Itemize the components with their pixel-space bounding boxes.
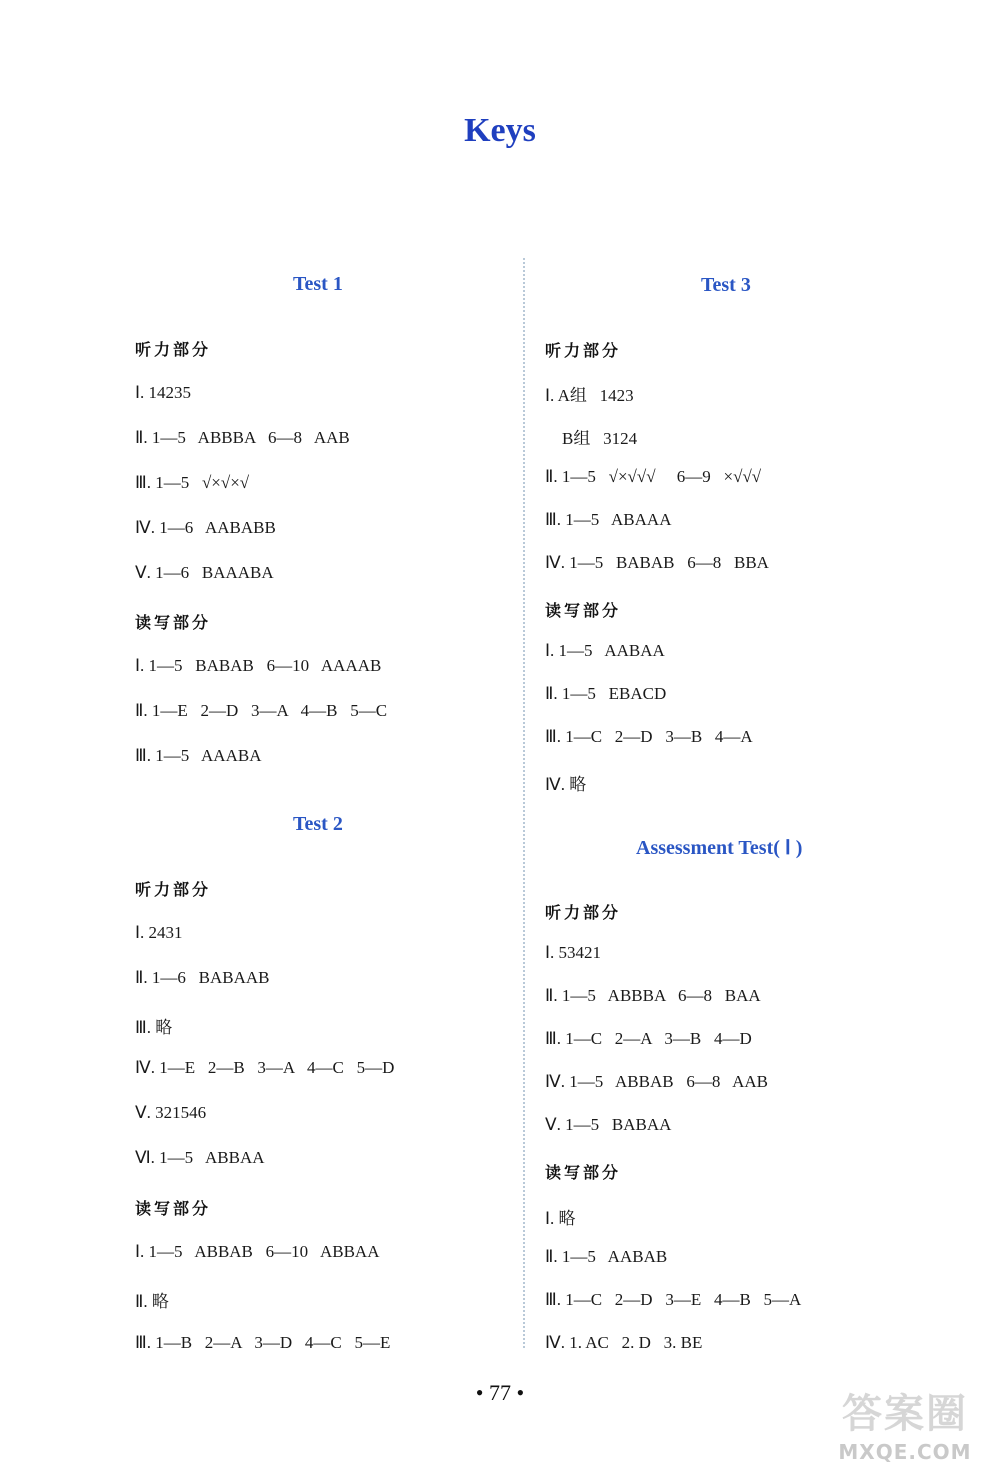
answer-line: Ⅱ. 1—6 BABAAB [135,968,270,987]
answer-line: Ⅱ. 1—5 ABBBA 6—8 BAA [545,986,761,1005]
assessment-rw-label: 读写部分 [545,1163,622,1182]
answer-line: Ⅰ. 1—5 ABBAB 6—10 ABBAA [135,1242,380,1261]
answer-line: Ⅱ. 略 [135,1292,169,1311]
watermark-url: MXQE.COM [838,1440,972,1464]
test3-rw-label: 读写部分 [545,601,622,620]
column-divider [523,258,525,1348]
answer-line: Ⅳ. 1—6 AABABB [135,518,276,537]
answer-line: Ⅲ. 1—C 2—A 3—B 4—D [545,1029,752,1048]
test2-listening-label: 听力部分 [135,880,212,899]
answer-line: Ⅳ. 略 [545,775,587,794]
answer-line: Ⅰ. A组 1423 [545,386,634,405]
answer-line: Ⅲ. 1—5 ABAAA [545,510,672,529]
answer-line: Ⅴ. 321546 [135,1103,207,1122]
assessment-heading: Assessment Test( Ⅰ ) [636,837,803,859]
answer-line: Ⅴ. 1—6 BAAABA [135,563,274,582]
watermark-logo [820,1382,990,1472]
answer-line: Ⅳ. 1—5 BABAB 6—8 BBA [545,553,769,572]
test3-listening-label: 听力部分 [545,341,622,360]
answer-line: Ⅲ. 略 [135,1018,173,1037]
answer-line: Ⅳ. 1—E 2—B 3—A 4—C 5—D [135,1058,395,1077]
answer-line: Ⅱ. 1—5 √×√√√ 6—9 ×√√√ [545,467,762,486]
answer-line: Ⅲ. 1—C 2—D 3—B 4—A [545,727,753,746]
answer-line: Ⅰ. 14235 [135,383,192,402]
assessment-listening-label: 听力部分 [545,903,622,922]
answer-line: Ⅲ. 1—C 2—D 3—E 4—B 5—A [545,1290,802,1309]
answer-line: Ⅰ. 略 [545,1209,576,1228]
answer-line: B组 3124 [545,429,638,448]
test1-listening-label: 听力部分 [135,340,212,359]
page-number: • 77 • [475,1380,525,1405]
watermark-cn: 答案圈 [842,1391,968,1437]
test1-rw-label: 读写部分 [135,613,212,632]
page-title: Keys [464,112,536,149]
answer-line: Ⅵ. 1—5 ABBAA [135,1148,265,1167]
answer-line: Ⅲ. 1—5 √×√×√ [135,473,250,492]
test3-heading: Test 3 [701,274,751,296]
answer-line: Ⅳ. 1—5 ABBAB 6—8 AAB [545,1072,769,1091]
answer-line: Ⅱ. 1—5 AABAB [545,1247,668,1266]
test2-rw-label: 读写部分 [135,1199,212,1218]
answer-line: Ⅰ. 1—5 AABAA [545,641,665,660]
answer-line: Ⅳ. 1. AC 2. D 3. BE [545,1333,703,1352]
answer-line: Ⅲ. 1—B 2—A 3—D 4—C 5—E [135,1333,391,1352]
answer-line: Ⅰ. 1—5 BABAB 6—10 AAAAB [135,656,382,675]
answer-line: Ⅰ. 2431 [135,923,183,942]
answer-line: Ⅰ. 53421 [545,943,602,962]
test1-heading: Test 1 [293,273,343,295]
test2-heading: Test 2 [293,813,343,835]
answer-line: Ⅴ. 1—5 BABAA [545,1115,672,1134]
answer-line: Ⅱ. 1—5 ABBBA 6—8 AAB [135,428,350,447]
answer-line: Ⅱ. 1—5 EBACD [545,684,667,703]
answer-line: Ⅲ. 1—5 AAABA [135,746,262,765]
answer-line: Ⅱ. 1—E 2—D 3—A 4—B 5—C [135,701,388,720]
